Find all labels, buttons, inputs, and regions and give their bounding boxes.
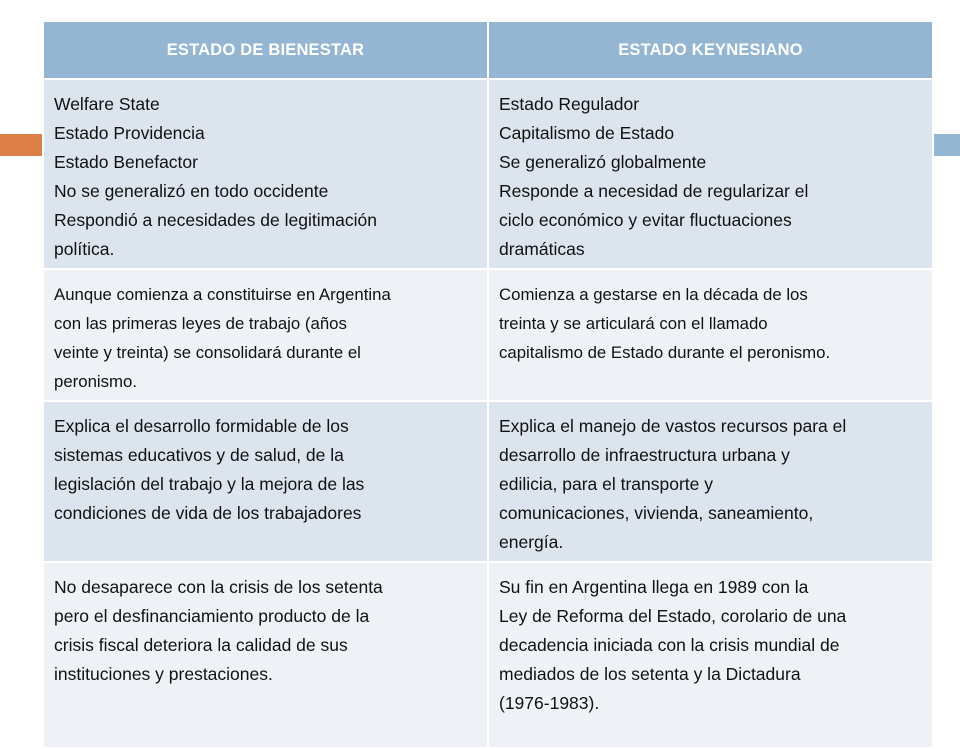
cell-line: crisis fiscal deteriora la calidad de sus [54, 635, 348, 655]
cell-keynesiano-row-2 [488, 269, 933, 401]
header-estado-bienestar: ESTADO DE BIENESTAR [43, 21, 488, 79]
cell-line: con las primeras leyes de trabajo (años [54, 314, 347, 333]
cell-line: instituciones y prestaciones. [54, 664, 273, 684]
cell-line: desarrollo de infraestructura urbana y [499, 445, 790, 465]
cell-line: peronismo. [54, 372, 138, 391]
accent-bar-right [934, 134, 960, 156]
cell-line: Welfare State [54, 94, 160, 114]
cell-line: política. [54, 239, 115, 259]
cell-line: pero el desfinanciamiento producto de la [54, 606, 370, 626]
cell-bienestar-row-1 [43, 79, 488, 269]
cell-line: No desaparece con la crisis de los setenta [54, 577, 383, 597]
cell-line: edilicia, para el transporte y [499, 474, 713, 494]
cell-line: legislación del trabajo y la mejora de las [54, 474, 365, 494]
accent-bar-left [0, 134, 42, 156]
cell-line: Respondió a necesidades de legitimación [54, 210, 377, 230]
cell-line: dramáticas [499, 239, 585, 259]
cell-line: capitalismo de Estado durante el peronismo. [499, 343, 831, 362]
table-row [43, 401, 933, 562]
table-row [43, 269, 933, 401]
cell-bienestar-row-2 [43, 269, 488, 401]
cell-line: Estado Providencia [54, 123, 205, 143]
header-row [43, 21, 933, 79]
cell-line: Explica el desarrollo formidable de los [54, 416, 349, 436]
cell-line: mediados de los setenta y la Dictadura [499, 664, 801, 684]
cell-line: Aunque comienza a constituirse en Argentina [54, 285, 391, 304]
cell-bienestar-row-3 [43, 401, 488, 562]
cell-line: Se generalizó globalmente [499, 152, 707, 172]
header-estado-keynesiano: ESTADO KEYNESIANO [488, 21, 933, 79]
cell-line: treinta y se articulará con el llamado [499, 314, 768, 333]
cell-line: Estado Regulador [499, 94, 640, 114]
cell-line: veinte y treinta) se consolidará durante el [54, 343, 361, 362]
cell-line: energía. [499, 532, 564, 552]
cell-bienestar-row-4 [43, 562, 488, 748]
cell-line: Responde a necesidad de regularizar el [499, 181, 809, 201]
cell-line: Comienza a gestarse en la década de los [499, 285, 808, 304]
cell-line: comunicaciones, vivienda, saneamiento, [499, 503, 814, 523]
cell-line: condiciones de vida de los trabajadores [54, 503, 362, 523]
cell-line: sistemas educativos y de salud, de la [54, 445, 344, 465]
comparison-table [42, 20, 934, 749]
cell-keynesiano-row-1 [488, 79, 933, 269]
cell-line: ciclo económico y evitar fluctuaciones [499, 210, 792, 230]
cell-line: decadencia iniciada con la crisis mundial de [499, 635, 840, 655]
cell-line: Estado Benefactor [54, 152, 198, 172]
cell-line: Ley de Reforma del Estado, corolario de una [499, 606, 847, 626]
cell-line: Capitalismo de Estado [499, 123, 675, 143]
cell-line: No se generalizó en todo occidente [54, 181, 329, 201]
table-row [43, 79, 933, 269]
cell-line: Explica el manejo de vastos recursos para el [499, 416, 847, 436]
cell-keynesiano-row-3 [488, 401, 933, 562]
cell-keynesiano-row-4 [488, 562, 933, 748]
table-row [43, 562, 933, 748]
cell-line: (1976-1983). [499, 693, 600, 713]
cell-line: Su fin en Argentina llega en 1989 con la [499, 577, 809, 597]
